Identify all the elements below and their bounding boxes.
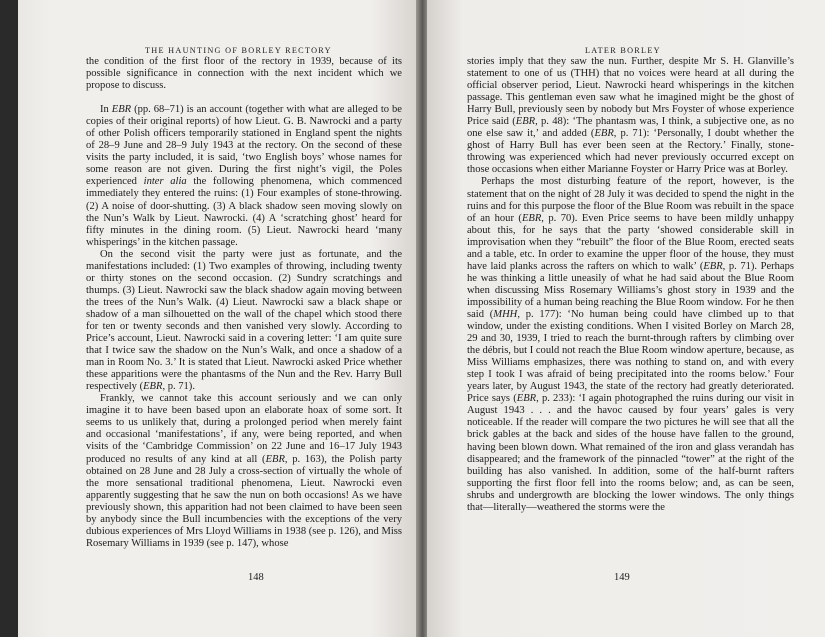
italic-text: EBR xyxy=(521,212,542,224)
page-number: 149 xyxy=(614,572,630,583)
paragraph: stories imply that they saw the nun. Further, despite Mr S. H. Glanville’s statement to one of us (THH) that no voices were heard at all during the official observer period, Lieut. Nawrocki heard whisperings in the kitchen passage. This gentleman even saw what he imagined might be the ghost of Harry Bull, previously seen by nobody but Mrs Foyster of whose experience Price said (EBR, p. 48): ‘The phantasm was, I think, a subjective one, as no one else saw it,’ and added (EBR, p. 71): ‘Personally, I doubt whether the ghost of Harry Bull has ever been seen at the Rectory.’ Finally, stone-throwing was experienced which had never previously occurred except on those occasions when either Marianne Foyster or Harry Price was at Borley. xyxy=(467,56,795,176)
page-body xyxy=(467,56,794,514)
left-page xyxy=(18,0,418,637)
italic-text: EBR xyxy=(143,381,163,393)
italic-text: EBR xyxy=(111,104,132,116)
paragraph: Frankly, we cannot take this account seriously and we can only imagine it to have been based upon an elaborate hoax of some sort. It seems to us unlikely that, during a prolonged period when merely faint and occasional ‘manifestations’, if any, were being reported, and when visits of the ‘Cambridge Commission’ on 22 June and 16–17 July 1943 produced no results of any kind at all (EBR, p. 163), the Polish party obtained on 28 June and 28 July a cross-section of virtually the whole of the more sensational traditional phenomena, Lieut. Nawrocki even apparently suggesting that he saw the nun on both occasions! As we have previously shown, this apparition had not been claimed to have been seen by anybody since the Bull incumbencies with the exceptions of the very dubious experiences of Mrs Lloyd Williams in 1938 (see p. 126), and Miss Rosemary Williams in 1939 (see p. 147), whose xyxy=(86,393,402,549)
paragraph: Perhaps the most disturbing feature of the report, however, is the statement that on the night of 28 July it was decided to spend the night in the ruins and for this purpose the floor of the Blue Room was rebuilt in the space of an hour (EBR, p. 70). Even Price seems to have been mildly unhappy about this, for he says that the party ‘showed considerable skill in improvisation when they “rebuilt” the floor of the Blue Room, erected seats and a table, etc. In order to examine the upper floor of the house, they must have laid planks across the rafters on which to walk’ (EBR, p. 71). Perhaps he was thinking a little uneasily of what he had said about the Blue Room when discussing Miss Rosemary Williams’s ghost story in 1939 and the impossibility of a human being reaching the Blue Room window. For he then said (MHH, p. 177): ‘No human being could have climbed up to that window, under the existing conditions. When I visited Borley on March 28, 29 and 30, 1939, I tried to reach the burnt-through rafters by climbing over the débris, but I could not reach the Blue Room window aperture, because, as Miss Williams emphasizes, there was nothing to stand on, and with every step I took I was afraid of being precipitated into the rooms below.’ Four years later, by August 1943, the state of the rectory had greatly deteriorated. Price says (EBR, p. 233): ‘I again photographed the ruins during our visit in August 1943 . . . and the havoc caused by four years’ gales is very noticeable. If the reader will compare the two pictures he will see that all the brick gables at the back and sides of the house have fallen to the ground, having been blown down. What remained of the iron and glass verandah has disappeared; and the framework of the pinnacled “tower” at the right of the building has also vanished. In addition, some of the half-burnt rafters supporting the first floor fell into the rooms below; and, as can be seen, shrubs and undergrowth are blocking the lower windows. The only things that—literally—weathered the storms were the xyxy=(467,176,795,513)
page-body xyxy=(86,56,402,550)
page-number: 148 xyxy=(248,572,264,583)
paragraph: the condition of the first floor of the rectory in 1939, because of its possible significance in connection with the next incident which we propose to discuss. xyxy=(86,56,402,92)
running-head: THE HAUNTING OF BORLEY RECTORY xyxy=(145,46,332,55)
italic-text: EBR xyxy=(703,260,723,272)
right-page xyxy=(427,0,825,637)
italic-text: EBR xyxy=(515,116,536,128)
italic-text: EBR xyxy=(265,453,285,465)
running-head: LATER BORLEY xyxy=(585,46,661,55)
italic-text: MHH xyxy=(493,308,518,320)
italic-text: inter alia xyxy=(143,176,187,188)
paragraph: On the second visit the party were just as fortunate, and the manifestations included: (1) Two examples of throwing, including twenty or thirty stones on the second occasion. (2) Sundry scratchings and thumps. (3) Lieut. Nawrocki saw the black shadow again moving between the trees of the Nun’s Walk. (4) Lieut. Nawrocki saw a black shape or shadow of a man silhouetted on the wall of the chapel which stood there for ten or twenty seconds and then vanished very slowly. According to Price’s account, Lieut. Nawrocki said in a covering letter: ‘I am quite sure that I twice saw the shadow on the Nun’s Walk, and once a shadow of a man in Room No. 3.’ It is stated that Lieut. Nawrocki asked Price whether these apparitions were the phantasms of the Nun and the Rev. Harry Bull respectively (EBR, p. 71). xyxy=(86,248,402,393)
paragraph: In EBR (pp. 68–71) is an account (together with what are alleged to be copies of their original reports) of how Lieut. G. B. Nawrocki and a party of other Polish officers temporarily stationed in England spent the nights of 28–9 June and 28–9 July 1943 at the rectory. On the second of these visits the party included, it is said, ‘two English boys’ whose names for some reason are not given. During the first night’s vigil, the Poles experienced inter alia the following phenomena, which commenced immediately they entered the ruins: (1) Four examples of stone-throwing. (2) A noise of door-shutting. (3) A black shadow seen moving slowly on the Nun’s Walk by Lieut. Nawrocki. (4) A ‘scratching ghost’ heard for fifty minutes in the dining room. (5) Lieut. Nawrocki heard ‘many whisperings’ in the kitchen passage. xyxy=(86,104,403,248)
italic-text: EBR xyxy=(516,393,537,405)
italic-text: EBR xyxy=(594,128,614,140)
